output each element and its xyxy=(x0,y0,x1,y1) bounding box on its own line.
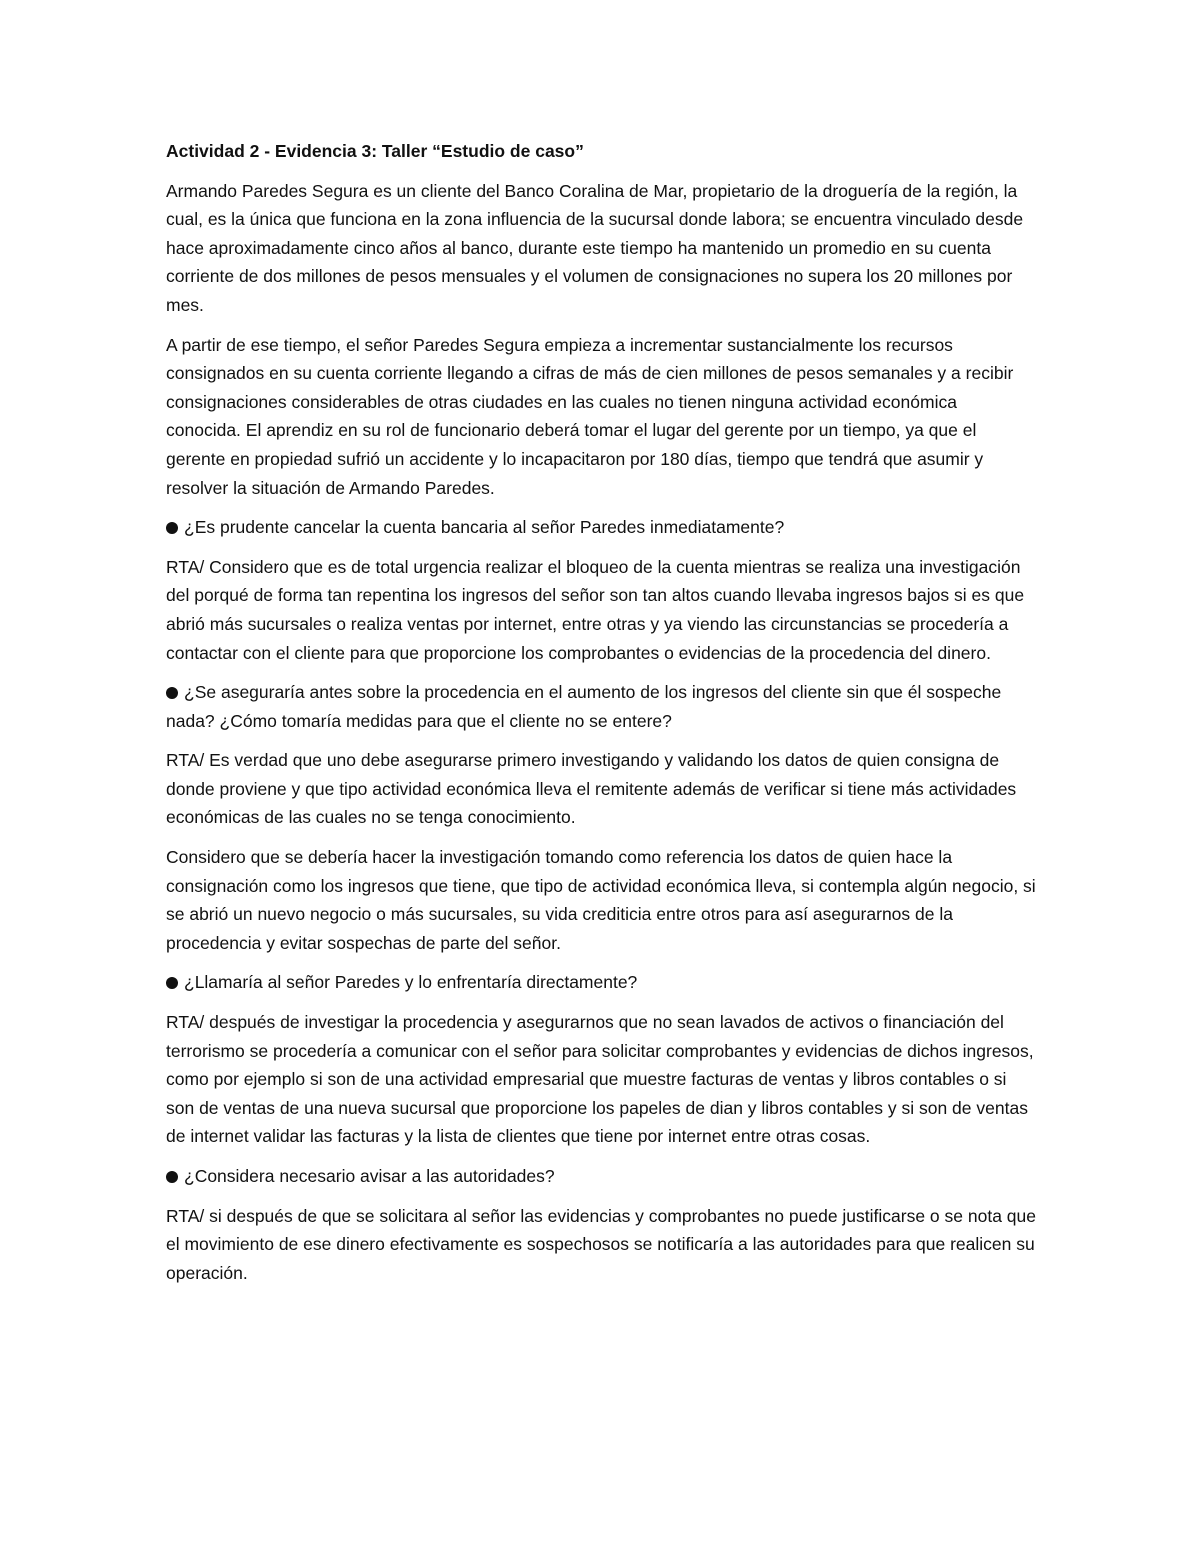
question-1 xyxy=(166,513,1036,542)
answer-3: RTA/ después de investigar la procedencia y asegurarnos que no sean lavados de activos o financiación del terrorismo se procedería a comunicar con el señor para solicitar comprobantes y evidencias de dichos ingresos, como por ejemplo si son de una actividad empresarial que muestre facturas de ventas y libros contables o si son de ventas de una nueva sucursal que proporcione los papeles de dian y libros contables y si son de ventas de internet validar las facturas y la lista de clientes que tiene por internet entre otras cosas. xyxy=(166,1012,1034,1147)
bullet-icon xyxy=(166,1171,178,1183)
document-body xyxy=(166,137,1036,1298)
document-title: Actividad 2 - Evidencia 3: Taller “Estudio de caso” xyxy=(166,141,584,161)
answer-2-continued: Considero que se debería hacer la investigación tomando como referencia los datos de quien hace la consignación como los ingresos que tiene, que tipo de actividad económica lleva, si contempla algún negocio, si se abrió un nuevo negocio o más sucursales, su vida crediticia entre otros para así asegurarnos de la procedencia y evitar sospechas de parte del señor. xyxy=(166,847,1036,953)
question-text: ¿Considera necesario avisar a las autoridades? xyxy=(184,1166,555,1186)
question-text: ¿Llamaría al señor Paredes y lo enfrentaría directamente? xyxy=(184,972,638,993)
bullet-icon xyxy=(166,687,178,699)
answer-1: RTA/ Considero que es de total urgencia realizar el bloqueo de la cuenta mientras se realiza una investigación del porqué de forma tan repentina los ingresos del señor son tan altos cuando llevaba ingresos bajos si es que abrió más sucursales o realiza ventas por internet, entre otras y ya viendo las circunstancias se procedería a contactar con el cliente para que proporcione los comprobantes o evidencias de la procedencia del dinero. xyxy=(166,556,1025,663)
intro-paragraph: Armando Paredes Segura es un cliente del Banco Coralina de Mar, propietario de la droguería de la región, la cual, es la única que funciona en la zona influencia de la sucursal donde labora; se encuentra vinculado desde hace aproximadamente cinco años al banco, durante este tiempo ha mantenido un promedio en su cuenta corriente de dos millones de pesos mensuales y el volumen de consignaciones no supera los 20 millones por mes. xyxy=(166,180,1024,315)
question-2 xyxy=(166,678,1036,735)
question-3 xyxy=(166,968,1036,997)
answer-4: RTA/ si después de que se solicitara al señor las evidencias y comprobantes no puede justificarse o se nota que el movimiento de ese dinero efectivamente es sospechosos se notificaría a las autoridades para que realicen su operación. xyxy=(166,1205,1036,1283)
bullet-icon xyxy=(166,977,178,989)
question-text: ¿Se aseguraría antes sobre la procedencia en el aumento de los ingresos del cliente sin que él sospeche nada? ¿Cómo tomaría medidas para que el cliente no se entere? xyxy=(166,682,1002,731)
context-paragraph: A partir de ese tiempo, el señor Paredes Segura empieza a incrementar sustancialmente los recursos consignados en su cuenta corriente llegando a cifras de más de cien millones de pesos semanales y a recibir consignaciones considerables de otras ciudades en las cuales no tienen ninguna actividad económica conocida. El aprendiz en su rol de funcionario deberá tomar el lugar del gerente por un tiempo, ya que el gerente en propiedad sufrió un accidente y lo incapacitaron por 180 días, tiempo que tendrá que asumir y resolver la situación de Armando Paredes. xyxy=(166,334,1014,498)
answer-2: RTA/ Es verdad que uno debe asegurarse primero investigando y validando los datos de quien consigna de donde proviene y que tipo actividad económica lleva el remitente además de verificar si tiene más actividades económicas de las cuales no se tenga conocimiento. xyxy=(166,750,1017,828)
bullet-icon xyxy=(166,522,178,534)
question-text: ¿Es prudente cancelar la cuenta bancaria al señor Paredes inmediatamente? xyxy=(184,517,785,538)
question-4 xyxy=(166,1162,1036,1191)
